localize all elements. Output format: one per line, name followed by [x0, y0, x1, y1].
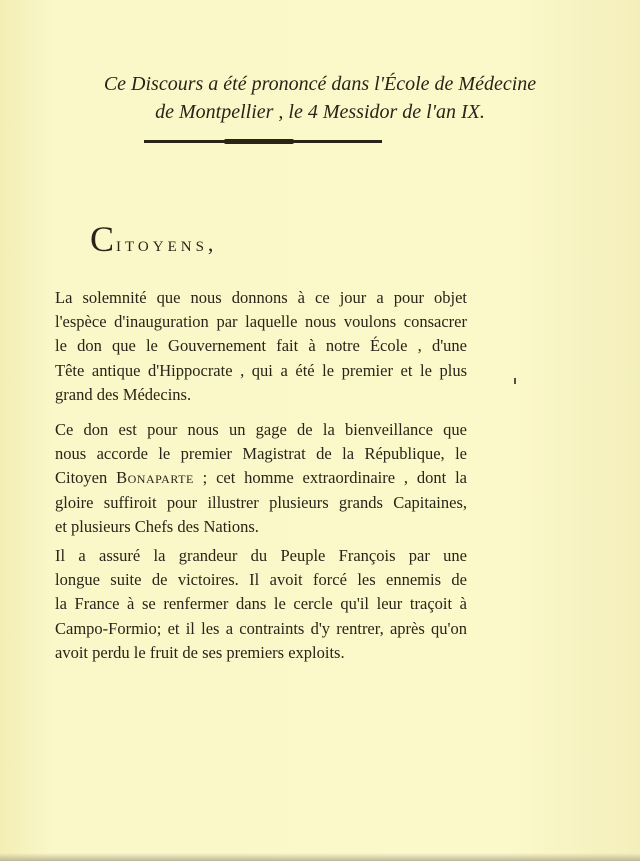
paragraph-3 — [55, 544, 467, 665]
preface-line: de Montpellier , le 4 Messidor de l'an IX. — [155, 101, 485, 123]
person-name: Bonaparte — [116, 468, 194, 488]
salutation-initial: C — [90, 219, 117, 259]
text-line: grand des Médecins. — [55, 384, 192, 404]
salutation-heading — [90, 218, 217, 260]
text-line: gloire suffiroit pour illustrer plusieurs grands Capitaines, — [55, 492, 467, 512]
text-line: avoit perdu le fruit de ses premiers exploits. — [55, 642, 345, 662]
ornamental-rule — [144, 140, 382, 143]
paragraph-1 — [55, 286, 467, 407]
text-fragment: ; cet homme extraordinaire , dont la — [193, 468, 467, 488]
preface-line: Ce Discours a été prononcé dans l'École de Médecine — [103, 73, 537, 95]
text-line-with-name — [55, 466, 467, 490]
paragraph-2 — [55, 418, 467, 539]
text-line: la France à se renfermer dans le cercle qu'il leur traçoit à — [55, 594, 467, 614]
ink-speck — [514, 378, 516, 384]
text-line: l'espèce d'inauguration par laquelle nous voulons consacrer — [55, 312, 467, 332]
text-line: La solemnité que nous donnons à ce jour a pour objet — [55, 288, 467, 307]
page-edge-shadow — [0, 853, 640, 861]
salutation-rest: itoyens, — [116, 231, 218, 256]
text-line: Campo-Formio; et il les a contraints d'y rentrer, après qu'on — [55, 618, 467, 638]
text-line: Il a assuré la grandeur du Peuple François par une — [55, 546, 467, 565]
text-line: nous accorde le premier Magistrat de la République, le — [55, 444, 467, 464]
preface-note — [40, 70, 600, 126]
text-fragment: Citoyen — [55, 468, 117, 488]
rule-ornament — [224, 139, 294, 144]
text-line: Ce don est pour nous un gage de la bienveillance que — [55, 420, 467, 439]
text-line: longue suite de victoires. Il avoit forcé les ennemis de — [55, 570, 467, 590]
text-line: le don que le Gouvernement fait à notre École , d'une — [55, 336, 467, 356]
text-line: Tête antique d'Hippocrate , qui a été le premier et le plus — [55, 360, 467, 380]
text-line: et plusieurs Chefs des Nations. — [55, 516, 259, 536]
